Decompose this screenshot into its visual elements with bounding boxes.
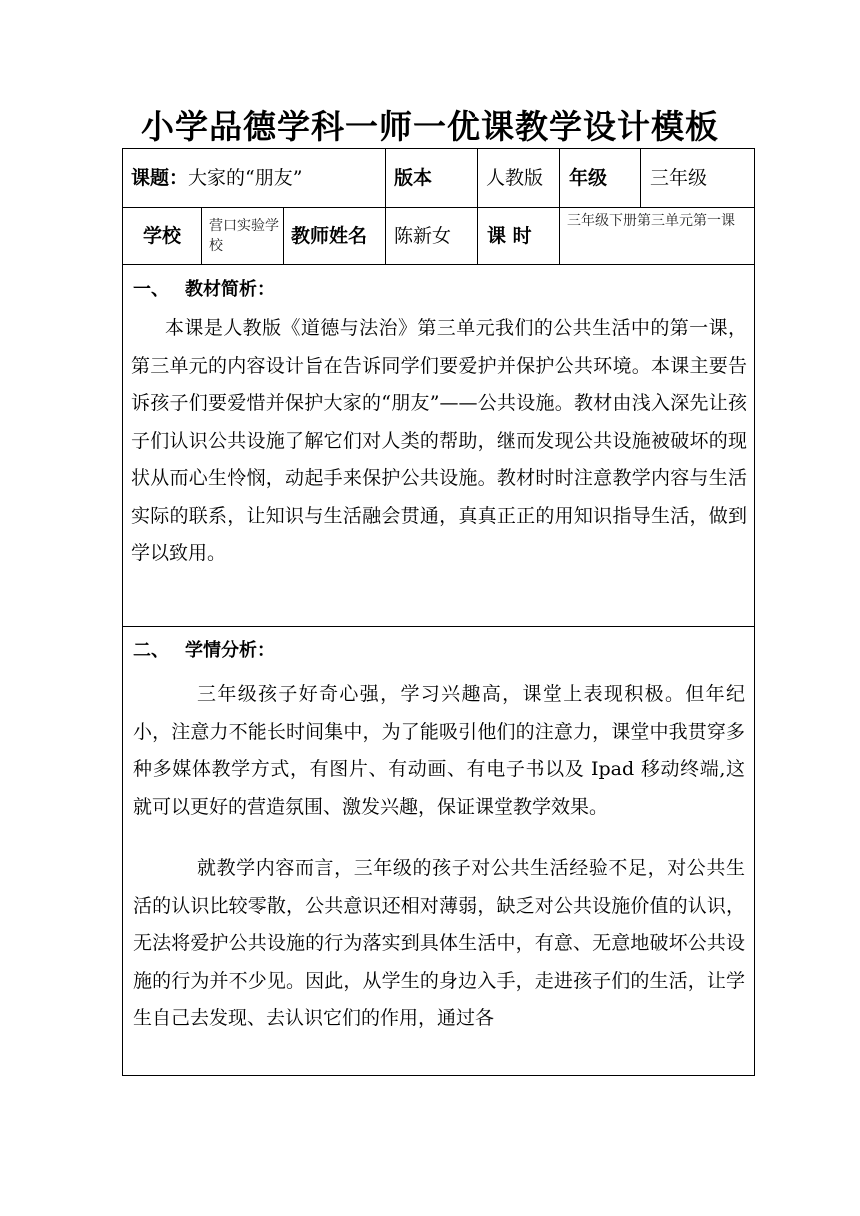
topic-label: 课题： xyxy=(131,167,189,189)
teacher-label: 教师姓名 xyxy=(291,224,368,247)
school-label: 学校 xyxy=(142,224,181,247)
period-label: 课 时 xyxy=(487,224,532,247)
school-value: 营口实验学校 xyxy=(209,217,279,254)
section-title: 教材简析： xyxy=(185,279,275,300)
section-number: 二、 xyxy=(133,640,169,661)
column-divider xyxy=(283,207,284,264)
column-divider xyxy=(477,207,478,264)
section-heading-learners xyxy=(133,638,275,664)
document-title: 小学品德学科一师一优课教学设计模板 xyxy=(141,107,719,146)
column-divider xyxy=(385,149,386,207)
row-divider xyxy=(123,626,754,627)
edition-label: 版本 xyxy=(394,167,433,189)
column-divider xyxy=(477,149,478,207)
topic-cell xyxy=(131,149,385,207)
section-number: 一、 xyxy=(133,279,169,300)
grade-value: 三年级 xyxy=(650,167,708,189)
teacher-value: 陈新女 xyxy=(394,224,452,247)
section-title: 学情分析： xyxy=(185,640,275,661)
section-heading-analysis xyxy=(133,277,275,303)
section-paragraph: 本课是人教版《道德与法治》第三单元我们的公共生活中的第一课，第三单元的内容设计旨在告诉同学们要爱护并保护公共环境。本课主要告诉孩子们要爱惜并保护大家的“朋友”——公共设施。教材由浅入深先让孩子们认识公共设施了解它们对人类的帮助，继而发现公共设施被破坏的现状从而心生怜悯，动起手来保护公共设施。教材时时注意教学内容与生活实际的联系，让知识与生活融会贯通，真真正正的用知识指导生活，做到学以致用。 xyxy=(131,317,747,564)
row-divider xyxy=(123,264,754,265)
lesson-plan-table xyxy=(122,148,755,1076)
column-divider xyxy=(559,207,560,264)
grade-label: 年级 xyxy=(569,167,608,189)
column-divider xyxy=(640,149,641,207)
column-divider xyxy=(201,207,202,264)
section-paragraph: 三年级孩子好奇心强，学习兴趣高，课堂上表现积极。但年纪小，注意力不能长时间集中，为了能吸引他们的注意力，课堂中我贯穿多种多媒体教学方式，有图片、有动画、有电子书以及 Ipad 移动终端,这就可以更好的营造氛围、激发兴趣，保证课堂教学效果。 xyxy=(133,683,745,818)
column-divider xyxy=(385,207,386,264)
edition-value: 人教版 xyxy=(486,167,544,189)
period-value: 三年级下册第三单元第一课 xyxy=(567,213,735,229)
column-divider xyxy=(559,149,560,207)
topic-value: 大家的“朋友” xyxy=(188,167,303,189)
section-paragraph: 就教学内容而言，三年级的孩子对公共生活经验不足，对公共生活的认识比较零散，公共意识还相对薄弱，缺乏对公共设施价值的认识，无法将爱护公共设施的行为落实到具体生活中，有意、无意地破坏公共设施的行为并不少见。因此，从学生的身边入手，走进孩子们的生活，让学生自己去发现、去认识它们的作用，通过各 xyxy=(133,857,745,1029)
